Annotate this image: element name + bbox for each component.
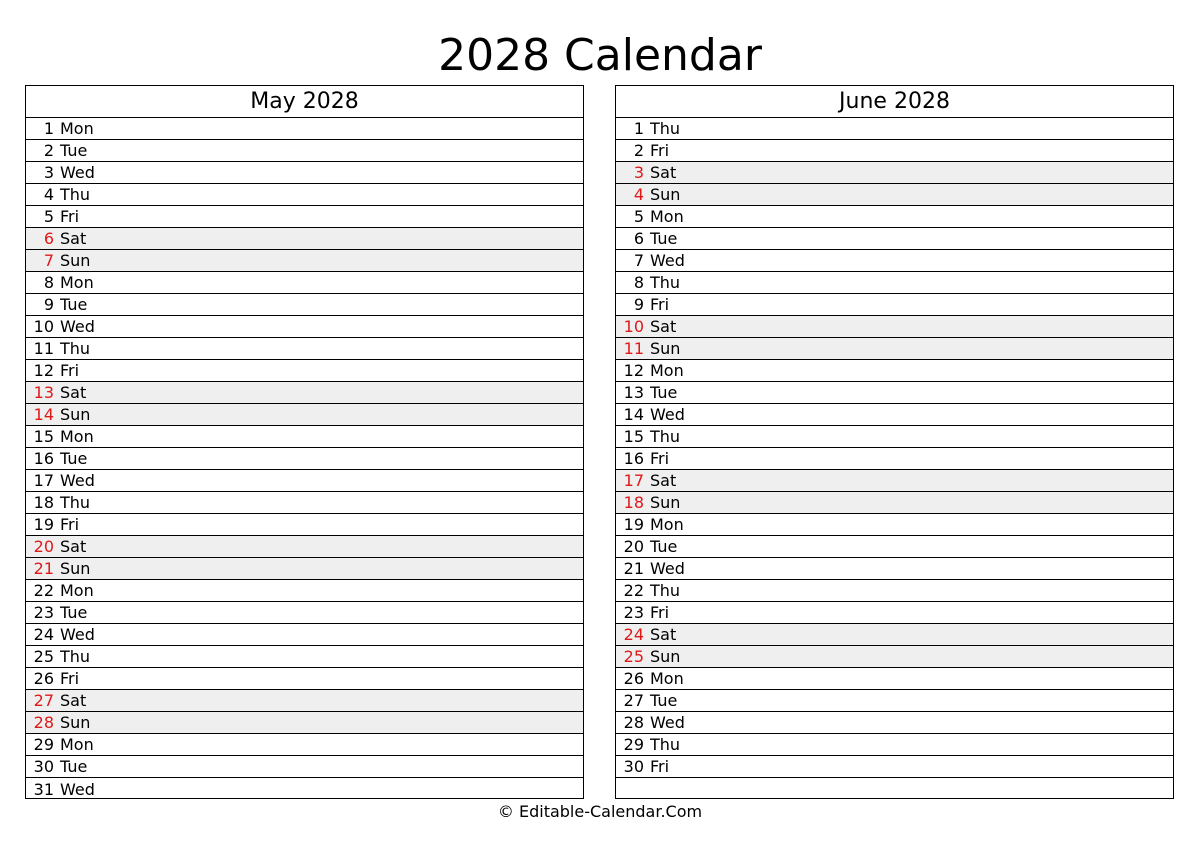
day-number: 22 bbox=[33, 581, 54, 600]
day-number: 5 bbox=[633, 207, 644, 226]
day-name: Mon bbox=[650, 207, 684, 226]
day-name: Fri bbox=[650, 141, 670, 160]
day-row bbox=[26, 118, 583, 140]
day-row bbox=[26, 712, 583, 734]
day-name: Tue bbox=[650, 229, 678, 248]
day-number: 24 bbox=[33, 625, 54, 644]
day-name: Thu bbox=[60, 339, 91, 358]
copyright-footer: © Editable-Calendar.Com bbox=[497, 802, 703, 821]
day-row bbox=[616, 118, 1173, 140]
day-list bbox=[616, 118, 1173, 800]
day-name: Wed bbox=[60, 779, 95, 799]
day-number: 1 bbox=[43, 119, 54, 138]
day-number: 6 bbox=[633, 229, 644, 248]
day-name: Fri bbox=[60, 669, 80, 688]
day-name: Sat bbox=[60, 691, 87, 710]
month-panel-june bbox=[615, 85, 1174, 799]
day-number: 30 bbox=[33, 757, 54, 776]
day-row bbox=[26, 602, 583, 624]
day-row bbox=[26, 206, 583, 228]
day-row bbox=[26, 448, 583, 470]
month-header: May 2028 bbox=[26, 86, 583, 118]
day-name: Wed bbox=[60, 317, 95, 336]
day-row bbox=[616, 382, 1173, 404]
day-number: 11 bbox=[33, 339, 54, 358]
day-name: Wed bbox=[60, 163, 95, 182]
day-name: Mon bbox=[60, 581, 94, 600]
day-row bbox=[26, 646, 583, 668]
page-title: 2028 Calendar bbox=[438, 30, 762, 81]
day-row bbox=[616, 228, 1173, 250]
day-row bbox=[616, 602, 1173, 624]
day-number: 1 bbox=[633, 119, 644, 138]
day-name: Tue bbox=[60, 295, 88, 314]
day-name: Thu bbox=[650, 581, 681, 600]
day-name: Thu bbox=[650, 119, 681, 138]
day-name: Mon bbox=[60, 273, 94, 292]
day-name: Thu bbox=[60, 185, 91, 204]
day-number: 3 bbox=[633, 163, 644, 182]
day-number: 18 bbox=[33, 493, 54, 512]
day-row bbox=[26, 250, 583, 272]
day-name: Fri bbox=[650, 449, 670, 468]
day-name: Sat bbox=[60, 229, 87, 248]
day-name: Sat bbox=[60, 383, 87, 402]
day-number: 25 bbox=[33, 647, 54, 666]
day-row bbox=[26, 382, 583, 404]
day-row bbox=[616, 184, 1173, 206]
day-number: 26 bbox=[623, 669, 644, 688]
day-number: 2 bbox=[43, 141, 54, 160]
day-name: Mon bbox=[60, 119, 94, 138]
day-name: Sun bbox=[60, 251, 91, 270]
day-number: 8 bbox=[633, 273, 644, 292]
day-number: 3 bbox=[43, 163, 54, 182]
day-row bbox=[616, 272, 1173, 294]
day-number: 16 bbox=[33, 449, 54, 468]
day-number: 4 bbox=[633, 185, 644, 204]
day-number: 30 bbox=[623, 757, 644, 776]
day-number: 19 bbox=[33, 515, 54, 534]
day-row bbox=[616, 646, 1173, 668]
day-number: 23 bbox=[33, 603, 54, 622]
day-row bbox=[616, 338, 1173, 360]
day-name: Fri bbox=[650, 295, 670, 314]
day-row bbox=[26, 316, 583, 338]
day-name: Sun bbox=[650, 493, 681, 512]
day-number: 5 bbox=[43, 207, 54, 226]
day-name: Thu bbox=[60, 647, 91, 666]
day-name: Tue bbox=[60, 603, 88, 622]
month-header: June 2028 bbox=[616, 86, 1173, 118]
day-number: 4 bbox=[43, 185, 54, 204]
day-number: 29 bbox=[623, 735, 644, 754]
day-name: Mon bbox=[650, 515, 684, 534]
day-row bbox=[26, 140, 583, 162]
day-row bbox=[616, 690, 1173, 712]
day-name: Thu bbox=[60, 493, 91, 512]
day-row bbox=[616, 470, 1173, 492]
day-name: Fri bbox=[650, 757, 670, 776]
day-number: 29 bbox=[33, 735, 54, 754]
day-name: Thu bbox=[650, 735, 681, 754]
day-number: 8 bbox=[43, 273, 54, 292]
day-name: Fri bbox=[60, 361, 80, 380]
day-row bbox=[26, 580, 583, 602]
day-row bbox=[616, 404, 1173, 426]
day-row bbox=[616, 140, 1173, 162]
month-panel-may bbox=[25, 85, 584, 799]
day-number: 9 bbox=[43, 295, 54, 314]
day-row bbox=[26, 360, 583, 382]
day-name: Sat bbox=[650, 471, 677, 490]
day-row bbox=[26, 668, 583, 690]
day-row bbox=[26, 228, 583, 250]
day-number: 27 bbox=[623, 691, 644, 710]
day-row bbox=[616, 426, 1173, 448]
day-row bbox=[616, 756, 1173, 778]
day-name: Tue bbox=[650, 383, 678, 402]
day-number: 15 bbox=[33, 427, 54, 446]
day-number: 10 bbox=[33, 317, 54, 336]
day-row bbox=[26, 338, 583, 360]
day-list bbox=[26, 118, 583, 800]
day-row bbox=[616, 206, 1173, 228]
day-name: Sun bbox=[60, 405, 91, 424]
day-row bbox=[616, 360, 1173, 382]
day-row bbox=[26, 536, 583, 558]
day-row bbox=[616, 778, 1173, 800]
day-row bbox=[26, 778, 583, 800]
day-name: Tue bbox=[60, 449, 88, 468]
day-number: 13 bbox=[623, 383, 644, 402]
day-number: 28 bbox=[33, 713, 54, 732]
day-number: 20 bbox=[33, 537, 54, 556]
day-row bbox=[26, 272, 583, 294]
day-name: Mon bbox=[650, 669, 684, 688]
day-row bbox=[26, 426, 583, 448]
day-name: Tue bbox=[650, 537, 678, 556]
day-number: 26 bbox=[33, 669, 54, 688]
day-number: 15 bbox=[623, 427, 644, 446]
day-name: Wed bbox=[650, 713, 685, 732]
day-number: 12 bbox=[623, 361, 644, 380]
day-name: Tue bbox=[60, 757, 88, 776]
day-row bbox=[616, 492, 1173, 514]
day-row bbox=[26, 558, 583, 580]
day-number: 19 bbox=[623, 515, 644, 534]
day-number: 2 bbox=[633, 141, 644, 160]
day-name: Tue bbox=[650, 691, 678, 710]
day-number: 16 bbox=[623, 449, 644, 468]
day-number: 23 bbox=[623, 603, 644, 622]
day-row bbox=[616, 624, 1173, 646]
day-number: 6 bbox=[43, 229, 54, 248]
day-name: Thu bbox=[650, 427, 681, 446]
day-row bbox=[26, 624, 583, 646]
day-name: Tue bbox=[60, 141, 88, 160]
day-number: 12 bbox=[33, 361, 54, 380]
day-row bbox=[26, 756, 583, 778]
day-row bbox=[616, 536, 1173, 558]
day-number: 9 bbox=[633, 295, 644, 314]
day-row bbox=[26, 514, 583, 536]
day-row bbox=[26, 294, 583, 316]
day-name: Wed bbox=[650, 405, 685, 424]
day-number: 14 bbox=[33, 405, 54, 424]
day-number: 21 bbox=[33, 559, 54, 578]
day-name: Fri bbox=[60, 515, 80, 534]
day-number: 21 bbox=[623, 559, 644, 578]
day-name: Mon bbox=[60, 735, 94, 754]
day-number: 13 bbox=[33, 383, 54, 402]
day-number: 22 bbox=[623, 581, 644, 600]
day-number: 17 bbox=[623, 471, 644, 490]
day-row bbox=[616, 558, 1173, 580]
day-number: 25 bbox=[623, 647, 644, 666]
day-name: Sat bbox=[650, 163, 677, 182]
day-name: Fri bbox=[650, 603, 670, 622]
day-number: 10 bbox=[623, 317, 644, 336]
day-row bbox=[26, 162, 583, 184]
day-name: Sun bbox=[60, 559, 91, 578]
day-number: 31 bbox=[33, 779, 54, 799]
day-row bbox=[616, 250, 1173, 272]
day-row bbox=[616, 448, 1173, 470]
day-row bbox=[616, 162, 1173, 184]
day-name: Sat bbox=[650, 317, 677, 336]
day-name: Mon bbox=[650, 361, 684, 380]
day-number: 24 bbox=[623, 625, 644, 644]
day-name: Sun bbox=[650, 339, 681, 358]
day-number: 14 bbox=[623, 405, 644, 424]
day-number: 20 bbox=[623, 537, 644, 556]
day-name: Wed bbox=[650, 251, 685, 270]
day-row bbox=[616, 294, 1173, 316]
day-row bbox=[616, 514, 1173, 536]
day-number: 28 bbox=[623, 713, 644, 732]
day-name: Thu bbox=[650, 273, 681, 292]
day-name: Wed bbox=[60, 625, 95, 644]
day-number: 7 bbox=[633, 251, 644, 270]
day-number: 11 bbox=[623, 339, 644, 358]
day-name: Mon bbox=[60, 427, 94, 446]
day-row bbox=[616, 712, 1173, 734]
day-row bbox=[26, 470, 583, 492]
day-name: Fri bbox=[60, 207, 80, 226]
day-row bbox=[26, 184, 583, 206]
day-row bbox=[616, 316, 1173, 338]
day-number: 17 bbox=[33, 471, 54, 490]
day-row bbox=[26, 690, 583, 712]
day-row bbox=[26, 492, 583, 514]
day-number: 18 bbox=[623, 493, 644, 512]
day-name: Wed bbox=[650, 559, 685, 578]
day-name: Wed bbox=[60, 471, 95, 490]
day-name: Sun bbox=[60, 713, 91, 732]
day-name: Sat bbox=[60, 537, 87, 556]
day-name: Sat bbox=[650, 625, 677, 644]
day-number: 7 bbox=[43, 251, 54, 270]
day-name: Sun bbox=[650, 647, 681, 666]
day-name: Sun bbox=[650, 185, 681, 204]
day-row bbox=[26, 734, 583, 756]
day-row bbox=[616, 734, 1173, 756]
day-row bbox=[616, 580, 1173, 602]
day-row bbox=[616, 668, 1173, 690]
day-number: 27 bbox=[33, 691, 54, 710]
day-row bbox=[26, 404, 583, 426]
